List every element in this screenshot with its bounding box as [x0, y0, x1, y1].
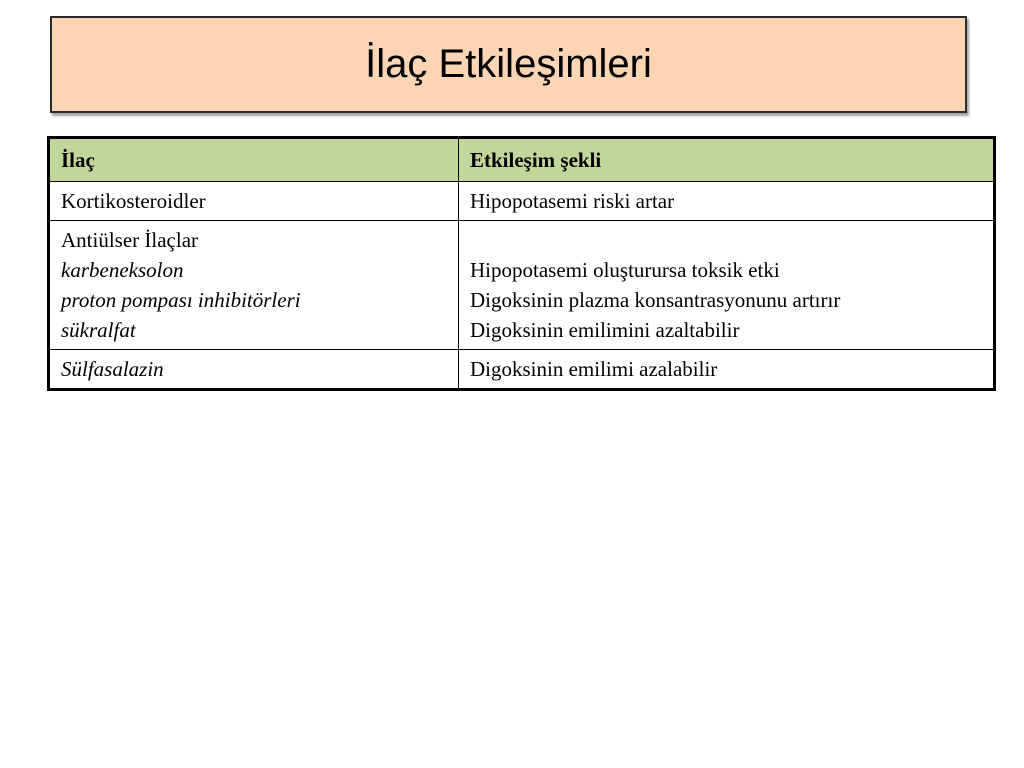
- drug-name: karbeneksolon: [61, 258, 184, 282]
- drug-cell: [49, 350, 459, 390]
- interaction-text: Digoksinin plazma konsantrasyonunu artırır: [470, 288, 841, 312]
- drug-name: sükralfat: [61, 318, 136, 342]
- slide-title: İlaç Etkileşimleri: [365, 42, 652, 86]
- interaction-cell: [459, 182, 995, 221]
- drug-name: Kortikosteroidler: [61, 189, 206, 213]
- table-row: [49, 350, 995, 390]
- table-row: [49, 182, 995, 221]
- table-row: [49, 221, 995, 350]
- drug-cell: [49, 182, 459, 221]
- header-interaction: Etkileşim şekli: [459, 138, 995, 182]
- drug-name: Sülfasalazin: [61, 357, 164, 381]
- interaction-text: Hipopotasemi riski artar: [470, 189, 675, 213]
- table-header-row: [49, 138, 995, 182]
- drug-group-name: Antiülser İlaçlar: [61, 228, 199, 252]
- drug-name: proton pompası inhibitörleri: [61, 288, 301, 312]
- drug-cell: [49, 221, 459, 350]
- interaction-cell: [459, 350, 995, 390]
- interaction-cell: [459, 221, 995, 350]
- interaction-text: Hipopotasemi oluşturursa toksik etki: [470, 258, 780, 282]
- slide-title-box: [50, 16, 967, 113]
- drug-interaction-table: [47, 136, 996, 391]
- header-drug: İlaç: [49, 138, 459, 182]
- interaction-text: Digoksinin emilimini azaltabilir: [470, 318, 740, 342]
- interaction-text: Digoksinin emilimi azalabilir: [470, 357, 718, 381]
